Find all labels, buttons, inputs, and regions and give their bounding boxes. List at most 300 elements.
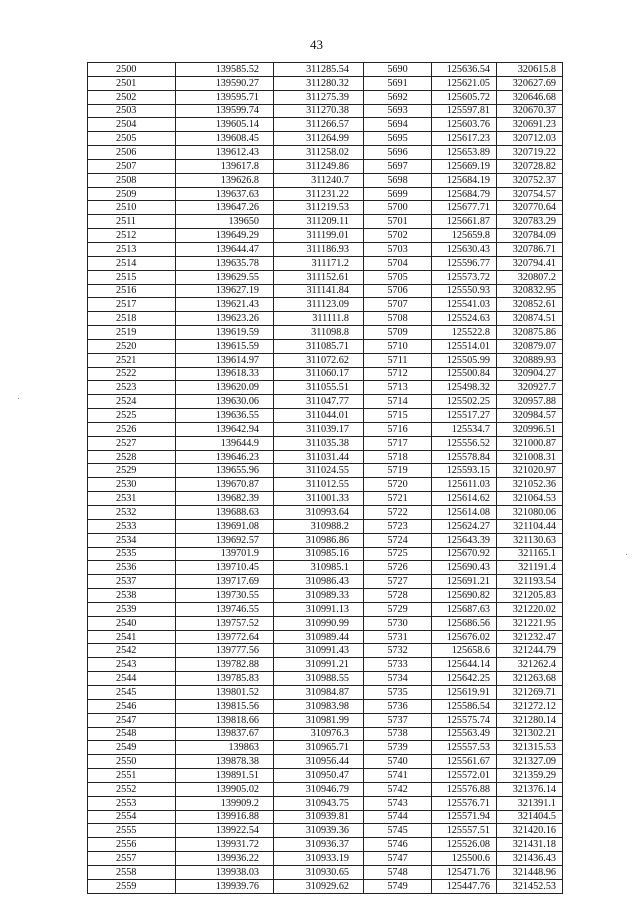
table-cell: 5728 [364, 589, 432, 603]
table-cell: 2516 [88, 284, 176, 298]
table-cell: 311231.22 [274, 187, 364, 201]
table-cell: 125630.43 [432, 242, 497, 256]
table-cell: 5710 [364, 339, 432, 353]
table-cell: 2544 [88, 672, 176, 686]
table-cell: 321000.87 [497, 436, 563, 450]
table-cell: 5698 [364, 173, 432, 187]
table-cell: 5720 [364, 478, 432, 492]
table-cell: 2521 [88, 353, 176, 367]
table-cell: 5746 [364, 838, 432, 852]
table-cell: 139777.56 [176, 644, 274, 658]
table-cell: 139630.06 [176, 395, 274, 409]
table-cell: 139646.23 [176, 450, 274, 464]
table-cell: 139629.55 [176, 270, 274, 284]
table-cell: 5745 [364, 824, 432, 838]
table-row [88, 326, 563, 340]
table-cell: 2523 [88, 381, 176, 395]
table-row [88, 575, 563, 589]
table-cell: 125611.03 [432, 478, 497, 492]
coordinates-table [87, 62, 563, 894]
table-cell: 125514.01 [432, 339, 497, 353]
table-cell: 2524 [88, 395, 176, 409]
table-cell: 2538 [88, 589, 176, 603]
table-cell: 125575.74 [432, 713, 497, 727]
table-cell: 125556.52 [432, 436, 497, 450]
scan-speck [18, 398, 19, 399]
table-cell: 125541.03 [432, 298, 497, 312]
table-cell: 320786.71 [497, 242, 563, 256]
table-cell: 310991.43 [274, 644, 364, 658]
table-row [88, 381, 563, 395]
table-cell: 5699 [364, 187, 432, 201]
table-cell: 139710.45 [176, 561, 274, 575]
table-row [88, 367, 563, 381]
table-cell: 310936.37 [274, 838, 364, 852]
table-cell: 2558 [88, 865, 176, 879]
table-cell: 321452.53 [497, 879, 563, 893]
table-cell: 311186.93 [274, 242, 364, 256]
table-cell: 2501 [88, 76, 176, 90]
table-cell: 5694 [364, 118, 432, 132]
table-cell: 2557 [88, 852, 176, 866]
table-cell: 310989.33 [274, 589, 364, 603]
table-cell: 125624.27 [432, 519, 497, 533]
table-row [88, 602, 563, 616]
table-cell: 125571.94 [432, 810, 497, 824]
table-cell: 125661.87 [432, 215, 497, 229]
table-cell: 310933.19 [274, 852, 364, 866]
table-cell: 125586.54 [432, 699, 497, 713]
table-cell: 320904.27 [497, 367, 563, 381]
table-cell: 310930.65 [274, 865, 364, 879]
table-cell: 139637.63 [176, 187, 274, 201]
table-cell: 5743 [364, 796, 432, 810]
table-cell: 311012.55 [274, 478, 364, 492]
table-cell: 125576.88 [432, 782, 497, 796]
table-cell: 139649.29 [176, 229, 274, 243]
table-cell: 139626.8 [176, 173, 274, 187]
table-cell: 125522.8 [432, 326, 497, 340]
table-cell: 311123.09 [274, 298, 364, 312]
table-cell: 125572.01 [432, 769, 497, 783]
table-cell: 311199.01 [274, 229, 364, 243]
table-row [88, 865, 563, 879]
table-cell: 2512 [88, 229, 176, 243]
table-row [88, 242, 563, 256]
table-cell: 139599.74 [176, 104, 274, 118]
table-cell: 139801.52 [176, 685, 274, 699]
table-row [88, 464, 563, 478]
table-cell: 320784.09 [497, 229, 563, 243]
page-number: 43 [310, 37, 323, 52]
table-cell: 125642.25 [432, 672, 497, 686]
table-cell: 311085.71 [274, 339, 364, 353]
scan-speck [626, 554, 627, 555]
table-cell: 311152.61 [274, 270, 364, 284]
table-cell: 5721 [364, 492, 432, 506]
table-cell: 311275.39 [274, 90, 364, 104]
table-cell: 310988.2 [274, 519, 364, 533]
table-cell: 321280.14 [497, 713, 563, 727]
table-cell: 321221.95 [497, 616, 563, 630]
table-cell: 2505 [88, 132, 176, 146]
table-row [88, 409, 563, 423]
table-cell: 2510 [88, 201, 176, 215]
table-cell: 5701 [364, 215, 432, 229]
table-cell: 311171.2 [274, 256, 364, 270]
table-row [88, 187, 563, 201]
table-cell: 5739 [364, 741, 432, 755]
table-row [88, 422, 563, 436]
table-cell: 321327.09 [497, 755, 563, 769]
table-cell: 139730.55 [176, 589, 274, 603]
table-cell: 139757.52 [176, 616, 274, 630]
table-cell: 320794.41 [497, 256, 563, 270]
table-cell: 321104.44 [497, 519, 563, 533]
table-cell: 125617.23 [432, 132, 497, 146]
table-cell: 5725 [364, 547, 432, 561]
table-cell: 5709 [364, 326, 432, 340]
table-cell: 5719 [364, 464, 432, 478]
table-cell: 310983.98 [274, 699, 364, 713]
table-cell: 125619.91 [432, 685, 497, 699]
table-cell: 139595.71 [176, 90, 274, 104]
table-cell: 2553 [88, 796, 176, 810]
table-cell: 5691 [364, 76, 432, 90]
table-cell: 2552 [88, 782, 176, 796]
table-cell: 139623.26 [176, 312, 274, 326]
table-row [88, 547, 563, 561]
table-cell: 321165.1 [497, 547, 563, 561]
table-cell: 125561.67 [432, 755, 497, 769]
table-cell: 125690.43 [432, 561, 497, 575]
table-cell: 5730 [364, 616, 432, 630]
table-cell: 139655.96 [176, 464, 274, 478]
table-cell: 2502 [88, 90, 176, 104]
table-row [88, 450, 563, 464]
table-cell: 2539 [88, 602, 176, 616]
table-cell: 139818.66 [176, 713, 274, 727]
table-cell: 311039.17 [274, 422, 364, 436]
table-cell: 321064.53 [497, 492, 563, 506]
table-row [88, 879, 563, 893]
table-cell: 125690.82 [432, 589, 497, 603]
table-cell: 125505.99 [432, 353, 497, 367]
table-cell: 139614.97 [176, 353, 274, 367]
table-cell: 311044.01 [274, 409, 364, 423]
table-cell: 311098.8 [274, 326, 364, 340]
table-cell: 310939.81 [274, 810, 364, 824]
table-cell: 139692.57 [176, 533, 274, 547]
table-row [88, 685, 563, 699]
table-cell: 139691.08 [176, 519, 274, 533]
table-cell: 321404.5 [497, 810, 563, 824]
table-cell: 139815.56 [176, 699, 274, 713]
table-cell: 2556 [88, 838, 176, 852]
table-cell: 320712.03 [497, 132, 563, 146]
table-cell: 125471.76 [432, 865, 497, 879]
table-cell: 2525 [88, 409, 176, 423]
table-cell: 320875.86 [497, 326, 563, 340]
table-cell: 311219.53 [274, 201, 364, 215]
table-cell: 125593.15 [432, 464, 497, 478]
table-cell: 320879.07 [497, 339, 563, 353]
table-cell: 125684.79 [432, 187, 497, 201]
table-cell: 125603.76 [432, 118, 497, 132]
table-row [88, 755, 563, 769]
table-cell: 321420.16 [497, 824, 563, 838]
table-cell: 139585.52 [176, 63, 274, 77]
table-cell: 321359.29 [497, 769, 563, 783]
table-cell: 139670.87 [176, 478, 274, 492]
table-cell: 311031.44 [274, 450, 364, 464]
table-cell: 125500.6 [432, 852, 497, 866]
table-cell: 2527 [88, 436, 176, 450]
table-cell: 139682.39 [176, 492, 274, 506]
table-row [88, 644, 563, 658]
table-cell: 125498.32 [432, 381, 497, 395]
table-cell: 125676.02 [432, 630, 497, 644]
table-cell: 5697 [364, 159, 432, 173]
table-cell: 139922.54 [176, 824, 274, 838]
table-cell: 139785.83 [176, 672, 274, 686]
table-row [88, 76, 563, 90]
table-cell: 2554 [88, 810, 176, 824]
table-cell: 321232.47 [497, 630, 563, 644]
table-cell: 320627.69 [497, 76, 563, 90]
table-cell: 2513 [88, 242, 176, 256]
table-cell: 2559 [88, 879, 176, 893]
table-cell: 139617.8 [176, 159, 274, 173]
table-cell: 139772.64 [176, 630, 274, 644]
table-row [88, 616, 563, 630]
table-cell: 5724 [364, 533, 432, 547]
table-row [88, 478, 563, 492]
table-cell: 125517.27 [432, 409, 497, 423]
table-row [88, 782, 563, 796]
table-cell: 320927.7 [497, 381, 563, 395]
table-cell: 125691.21 [432, 575, 497, 589]
table-cell: 320984.57 [497, 409, 563, 423]
table-cell: 139863 [176, 741, 274, 755]
table-cell: 125658.6 [432, 644, 497, 658]
table-row [88, 796, 563, 810]
table-cell: 125576.71 [432, 796, 497, 810]
table-cell: 321263.68 [497, 672, 563, 686]
table-cell: 2533 [88, 519, 176, 533]
table-cell: 139612.43 [176, 146, 274, 160]
table-cell: 2529 [88, 464, 176, 478]
table-cell: 320832.95 [497, 284, 563, 298]
table-cell: 321448.96 [497, 865, 563, 879]
table-cell: 310984.87 [274, 685, 364, 699]
table-row [88, 201, 563, 215]
table-cell: 2555 [88, 824, 176, 838]
table-cell: 2542 [88, 644, 176, 658]
table-cell: 310946.79 [274, 782, 364, 796]
table-cell: 2511 [88, 215, 176, 229]
table-row [88, 270, 563, 284]
table-cell: 5696 [364, 146, 432, 160]
table-cell: 321080.06 [497, 506, 563, 520]
table-cell: 2551 [88, 769, 176, 783]
table-cell: 125573.72 [432, 270, 497, 284]
table-cell: 320889.93 [497, 353, 563, 367]
table-cell: 139644.9 [176, 436, 274, 450]
table-cell: 311280.32 [274, 76, 364, 90]
table-row [88, 852, 563, 866]
table-row [88, 284, 563, 298]
table-row [88, 132, 563, 146]
table-cell: 311264.99 [274, 132, 364, 146]
table-row [88, 215, 563, 229]
table-cell: 320670.37 [497, 104, 563, 118]
table-cell: 139878.38 [176, 755, 274, 769]
table-cell: 139909.2 [176, 796, 274, 810]
table-cell: 2540 [88, 616, 176, 630]
table-row [88, 353, 563, 367]
table-cell: 139619.59 [176, 326, 274, 340]
table-cell: 2518 [88, 312, 176, 326]
table-cell: 5707 [364, 298, 432, 312]
table-cell: 5742 [364, 782, 432, 796]
table-cell: 2515 [88, 270, 176, 284]
table-cell: 321244.79 [497, 644, 563, 658]
table-cell: 320957.88 [497, 395, 563, 409]
table-row [88, 312, 563, 326]
table-cell: 2536 [88, 561, 176, 575]
table-row [88, 256, 563, 270]
table-cell: 5733 [364, 658, 432, 672]
table-cell: 139701.9 [176, 547, 274, 561]
table-cell: 2514 [88, 256, 176, 270]
table-cell: 321315.53 [497, 741, 563, 755]
table-row [88, 146, 563, 160]
table-cell: 125636.54 [432, 63, 497, 77]
table-cell: 139938.03 [176, 865, 274, 879]
table-cell: 139605.14 [176, 118, 274, 132]
table-cell: 125686.56 [432, 616, 497, 630]
table-cell: 139905.02 [176, 782, 274, 796]
table-cell: 5744 [364, 810, 432, 824]
table-cell: 2541 [88, 630, 176, 644]
table-cell: 5732 [364, 644, 432, 658]
table-cell: 139916.88 [176, 810, 274, 824]
table-cell: 320719.22 [497, 146, 563, 160]
table-cell: 139782.88 [176, 658, 274, 672]
table-cell: 311001.33 [274, 492, 364, 506]
table-cell: 139650 [176, 215, 274, 229]
table-row [88, 173, 563, 187]
table-cell: 5711 [364, 353, 432, 367]
table-cell: 320807.2 [497, 270, 563, 284]
table-cell: 310988.55 [274, 672, 364, 686]
table-cell: 2545 [88, 685, 176, 699]
table-cell: 139590.27 [176, 76, 274, 90]
table-cell: 5706 [364, 284, 432, 298]
table-cell: 320646.68 [497, 90, 563, 104]
table-cell: 5747 [364, 852, 432, 866]
table-row [88, 741, 563, 755]
table-cell: 5703 [364, 242, 432, 256]
table-row [88, 589, 563, 603]
table-cell: 311060.17 [274, 367, 364, 381]
table-row [88, 298, 563, 312]
table-cell: 2528 [88, 450, 176, 464]
table-cell: 2517 [88, 298, 176, 312]
table-cell: 2520 [88, 339, 176, 353]
table-cell: 311258.02 [274, 146, 364, 160]
table-cell: 321205.83 [497, 589, 563, 603]
table-cell: 125447.76 [432, 879, 497, 893]
table-cell: 310985.1 [274, 561, 364, 575]
table-cell: 320691.23 [497, 118, 563, 132]
table-row [88, 519, 563, 533]
table-cell: 321302.21 [497, 727, 563, 741]
table-cell: 2548 [88, 727, 176, 741]
table-cell: 310929.62 [274, 879, 364, 893]
table-cell: 5722 [364, 506, 432, 520]
table-cell: 310956.44 [274, 755, 364, 769]
table-cell: 139837.67 [176, 727, 274, 741]
table-row [88, 395, 563, 409]
table-cell: 311047.77 [274, 395, 364, 409]
table-cell: 125621.05 [432, 76, 497, 90]
table-cell: 139608.45 [176, 132, 274, 146]
table-cell: 125578.84 [432, 450, 497, 464]
table-cell: 310986.43 [274, 575, 364, 589]
table-row [88, 229, 563, 243]
table-cell: 320615.8 [497, 63, 563, 77]
table-cell: 139891.51 [176, 769, 274, 783]
table-cell: 321052.36 [497, 478, 563, 492]
table-cell: 139636.55 [176, 409, 274, 423]
table-row [88, 727, 563, 741]
table-row [88, 658, 563, 672]
table-cell: 5702 [364, 229, 432, 243]
table-cell: 5718 [364, 450, 432, 464]
table-cell: 2506 [88, 146, 176, 160]
table-cell: 321436.43 [497, 852, 563, 866]
table-cell: 310986.86 [274, 533, 364, 547]
table-cell: 5692 [364, 90, 432, 104]
table-cell: 321020.97 [497, 464, 563, 478]
table-cell: 125669.19 [432, 159, 497, 173]
table-cell: 2532 [88, 506, 176, 520]
table-cell: 311055.51 [274, 381, 364, 395]
table-cell: 320770.64 [497, 201, 563, 215]
table-cell: 5712 [364, 367, 432, 381]
table-cell: 5717 [364, 436, 432, 450]
table-row [88, 810, 563, 824]
table-cell: 5741 [364, 769, 432, 783]
table-row [88, 492, 563, 506]
table-cell: 5714 [364, 395, 432, 409]
table-cell: 321191.4 [497, 561, 563, 575]
table-cell: 311141.84 [274, 284, 364, 298]
table-cell: 125526.08 [432, 838, 497, 852]
table-cell: 2547 [88, 713, 176, 727]
table-cell: 310991.13 [274, 602, 364, 616]
table-cell: 2522 [88, 367, 176, 381]
table-cell: 310976.3 [274, 727, 364, 741]
table-cell: 321008.31 [497, 450, 563, 464]
table-cell: 125644.14 [432, 658, 497, 672]
table-cell: 2507 [88, 159, 176, 173]
table-cell: 125659.8 [432, 229, 497, 243]
table-cell: 139615.59 [176, 339, 274, 353]
table-cell: 2530 [88, 478, 176, 492]
